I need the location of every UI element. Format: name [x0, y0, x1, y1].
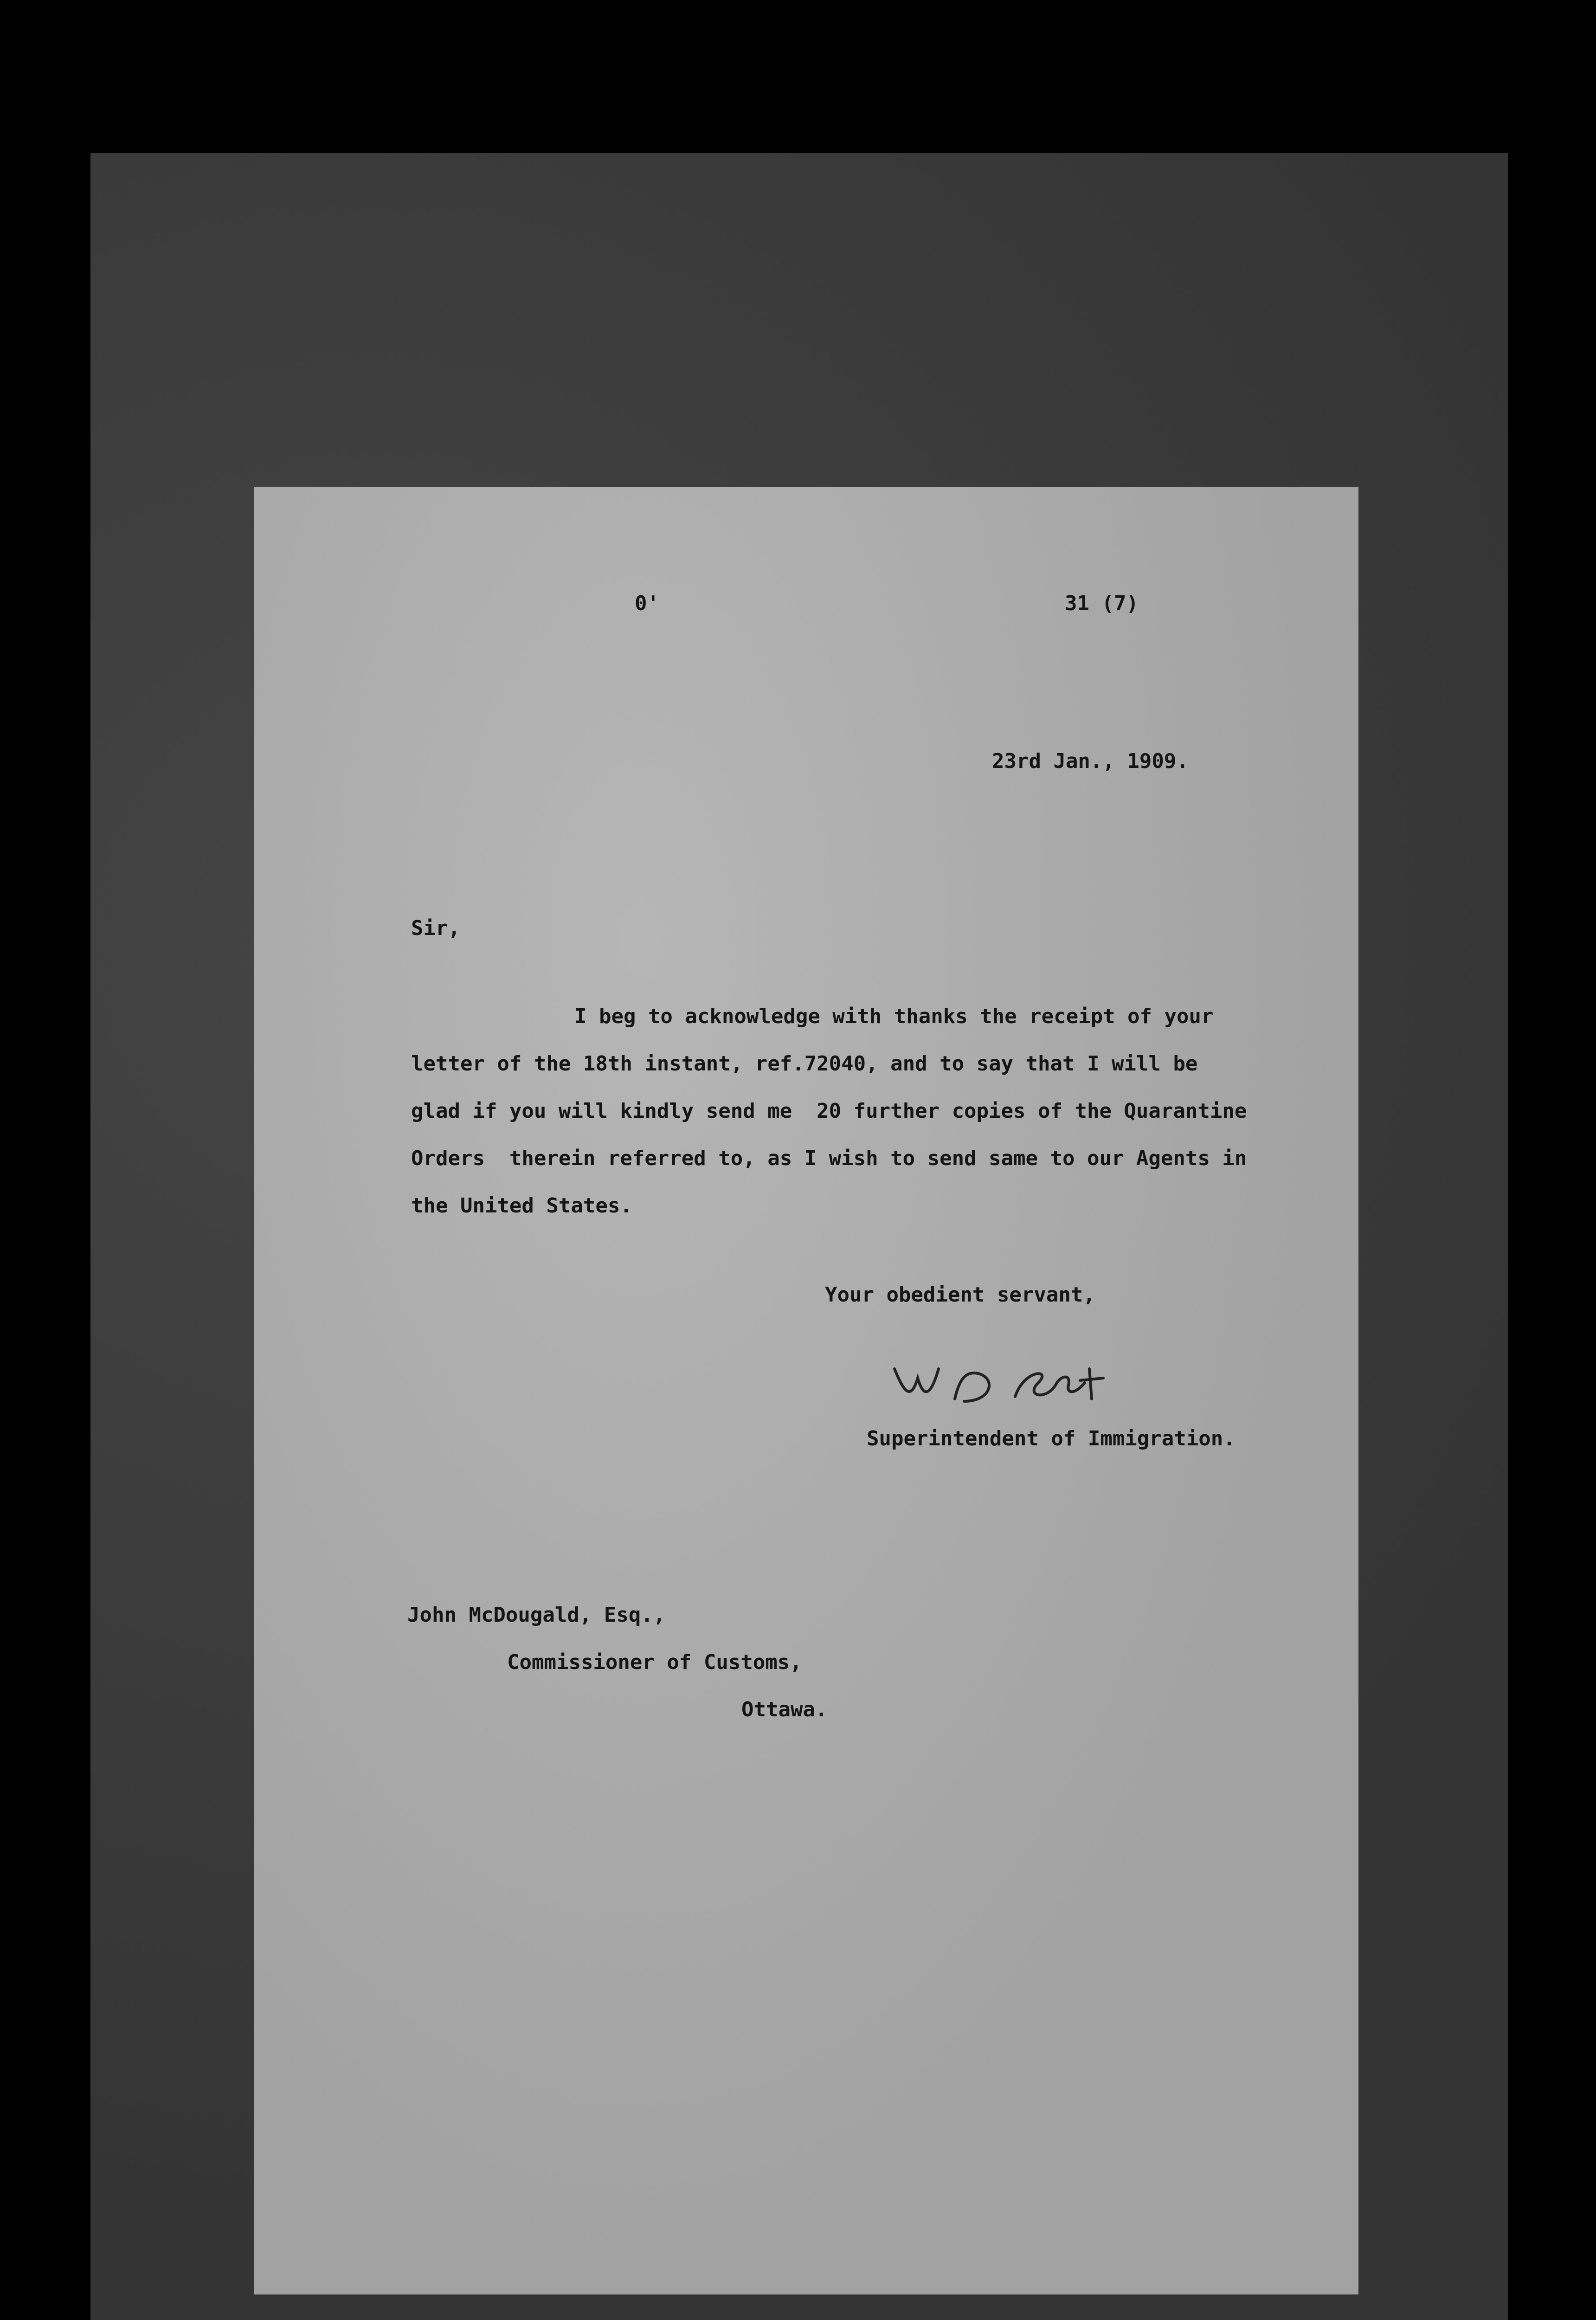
body-line: Orders therein referred to, as I wish to send same to our Agents in — [411, 1147, 1247, 1170]
recipient-city: Ottawa. — [741, 1698, 828, 1721]
salutation: Sir, — [411, 916, 460, 940]
recipient-title: Commissioner of Customs, — [507, 1650, 802, 1674]
file-reference: 31 (7) — [1065, 592, 1139, 615]
letter-page — [254, 487, 1358, 2294]
signature-icon — [885, 1350, 1117, 1415]
body-line: the United States. — [411, 1194, 632, 1218]
top-left-number: 0' — [635, 592, 659, 615]
letter-date: 23rd Jan., 1909. — [992, 749, 1189, 773]
body-line: letter of the 18th instant, ref.72040, and to say that I will be — [411, 1052, 1198, 1076]
recipient-name: John McDougald, Esq., — [407, 1603, 666, 1627]
closing: Your obedient servant, — [825, 1283, 1095, 1307]
body-line: I beg to acknowledge with thanks the receipt of your — [574, 1005, 1214, 1028]
signatory-title: Superintendent of Immigration. — [867, 1427, 1236, 1450]
body-line: glad if you will kindly send me 20 further copies of the Quarantine — [411, 1099, 1247, 1123]
